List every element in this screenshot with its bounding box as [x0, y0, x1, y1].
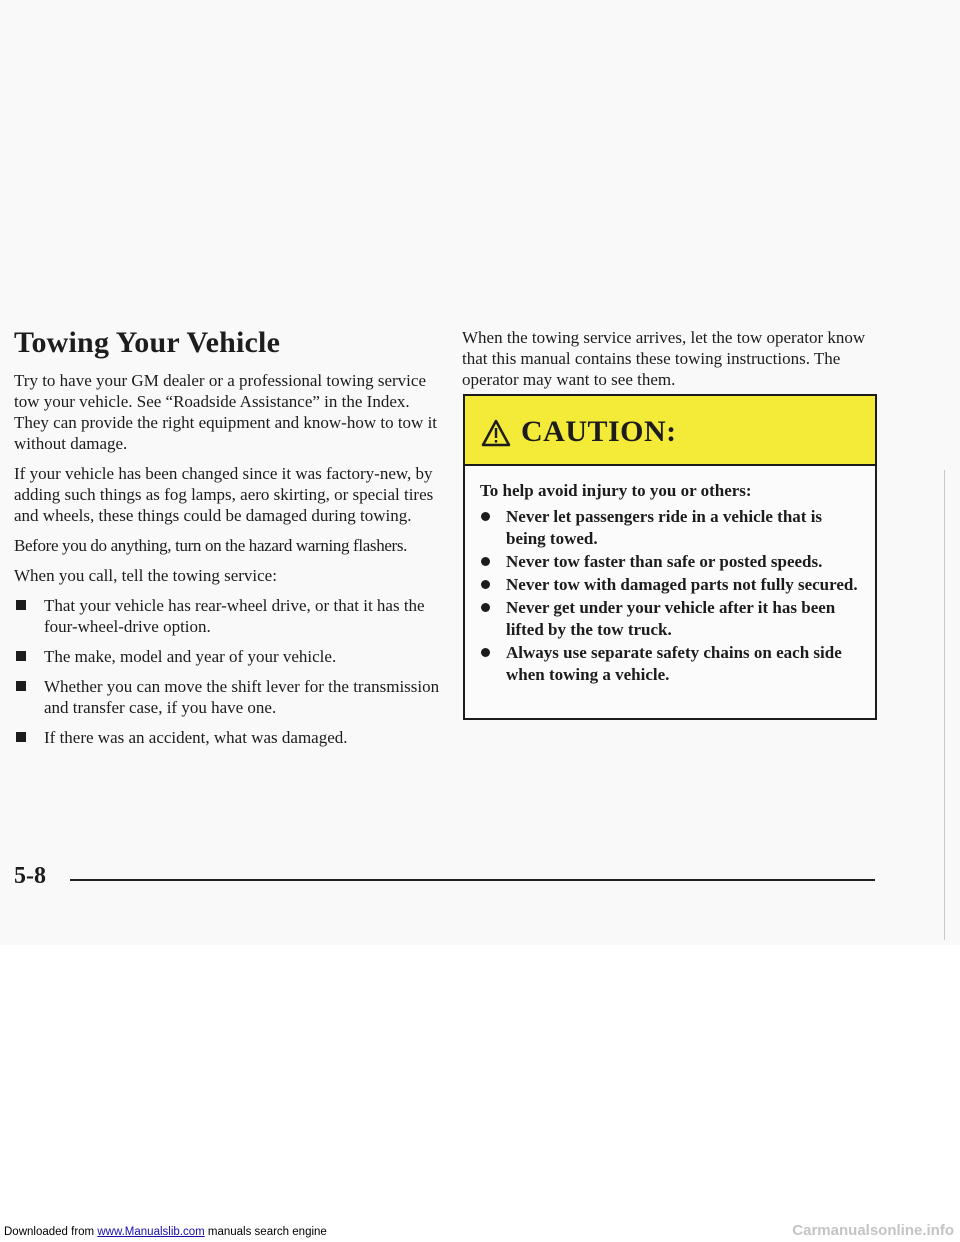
bullet-square-icon	[16, 732, 26, 742]
site-watermark: Carmanualsonline.info	[792, 1222, 954, 1239]
paragraph-when-you-call: When you call, tell the towing service:	[14, 566, 277, 585]
towing-info-list	[14, 595, 444, 748]
paragraph-vehicle-changed: If your vehicle has been changed since it was factory-new, by adding such things as fog lamps, aero skirting, or special tires and wheels, these things could be damaged during towing.	[14, 464, 434, 525]
page-number: 5-8	[14, 863, 46, 889]
list-item: If there was an accident, what was damaged.	[14, 727, 444, 748]
warning-triangle-icon	[481, 419, 511, 447]
list-item: Never tow with damaged parts not fully secured.	[480, 574, 861, 596]
page-title: Towing Your Vehicle	[14, 326, 281, 359]
list-item: Never let passengers ride in a vehicle that is being towed.	[480, 506, 861, 550]
list-item: The make, model and year of your vehicle.	[14, 646, 444, 667]
bullet-square-icon	[16, 651, 26, 661]
list-item: Whether you can move the shift lever for the transmission and transfer case, if you have one.	[14, 676, 444, 718]
download-watermark: Downloaded from www.Manualslib.com manuals search engine	[4, 1226, 327, 1238]
left-column	[14, 326, 444, 757]
list-item: Never get under your vehicle after it has been lifted by the tow truck.	[480, 597, 861, 641]
caution-list	[480, 506, 861, 686]
paragraph-gm-dealer: Try to have your GM dealer or a professional towing service tow your vehicle. See “Roadside Assistance” in the Index. They can provide the right equipment and know-how to tow it without damage.	[14, 371, 438, 453]
caution-intro: To help avoid injury to you or others:	[480, 481, 752, 500]
list-item: Always use separate safety chains on each side when towing a vehicle.	[480, 642, 861, 686]
paragraph-tow-operator: When the towing service arrives, let the tow operator know that this manual contains these towing instructions. The operator may want to see them.	[462, 328, 866, 389]
bullet-square-icon	[16, 681, 26, 691]
caution-title: CAUTION:	[521, 415, 677, 448]
bullet-dot-icon	[481, 512, 490, 521]
footer-divider	[70, 879, 875, 881]
bullet-square-icon	[16, 600, 26, 610]
list-item: That your vehicle has rear-wheel drive, or that it has the four-wheel-drive option.	[14, 595, 444, 637]
bullet-dot-icon	[481, 580, 490, 589]
right-column	[462, 327, 882, 399]
paragraph-hazard-flashers: Before you do anything, turn on the hazard warning flashers.	[14, 536, 408, 555]
caution-header	[465, 396, 875, 466]
bullet-dot-icon	[481, 557, 490, 566]
caution-box	[463, 394, 877, 720]
manualslib-link[interactable]: www.Manualslib.com	[97, 1226, 205, 1238]
list-item: Never tow faster than safe or posted speeds.	[480, 551, 861, 573]
bullet-dot-icon	[481, 603, 490, 612]
bullet-dot-icon	[481, 648, 490, 657]
page-edge-line	[944, 470, 945, 940]
caution-body	[465, 466, 875, 686]
